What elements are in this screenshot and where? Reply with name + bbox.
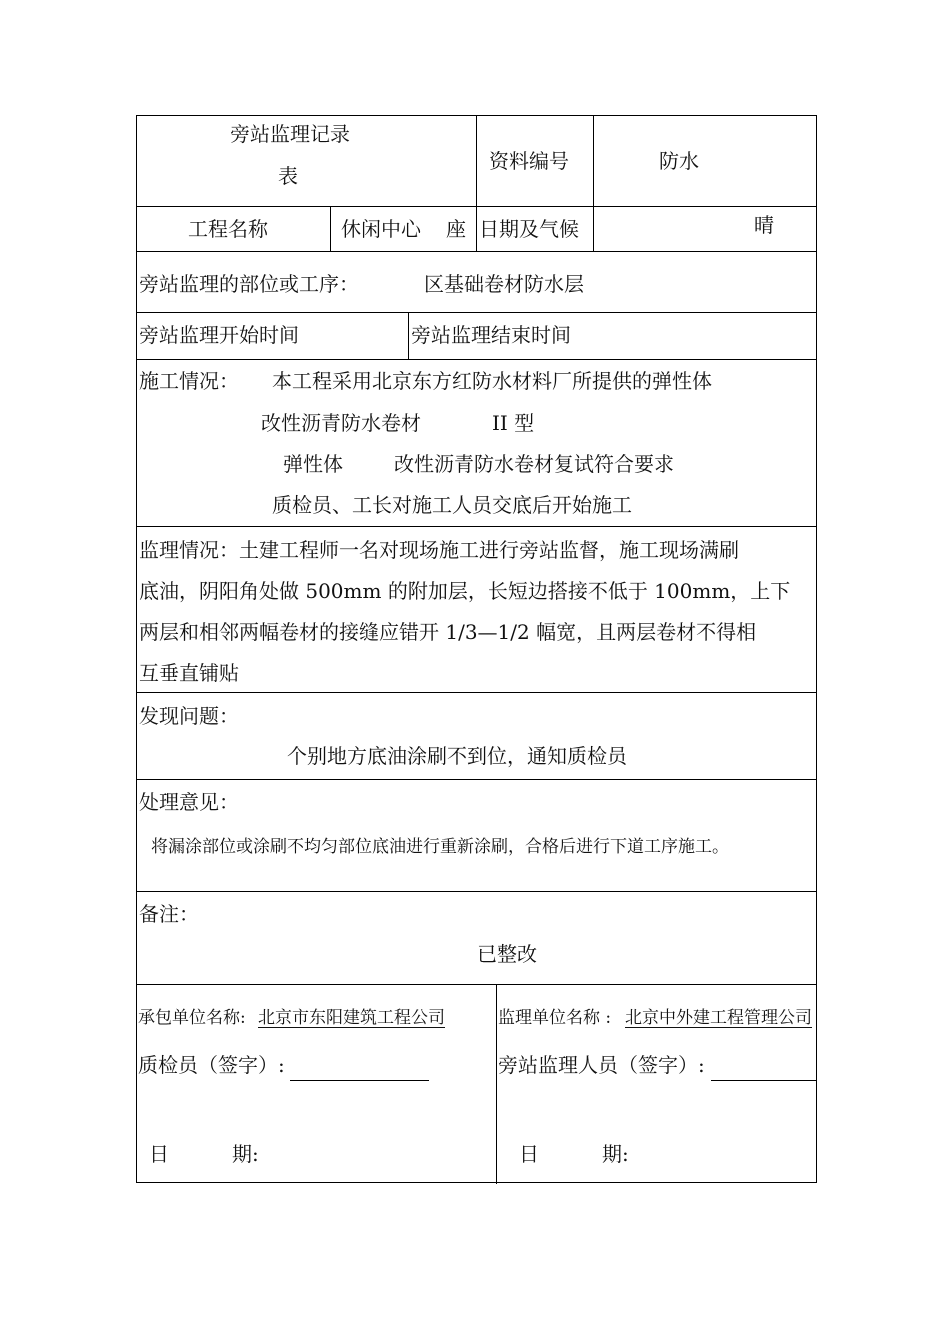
supervision-line: 互垂直铺贴 [139,661,239,685]
remark-label: 备注： [139,902,199,926]
col-divider [496,984,497,1184]
construction-line: 质检员、工长对施工人员交底后开始施工 [272,493,632,517]
col-divider [476,116,477,251]
contractor-date-label: 日 [149,1142,169,1166]
row-divider [137,251,816,252]
contractor-signature-line[interactable] [290,1080,429,1081]
row-divider [137,359,816,360]
supervision-line: 底油，阴阳角处做 500mm 的附加层，长短边搭接不低于 100mm，上下 [139,579,791,603]
weather-value: 晴 [754,213,774,237]
construction-line: 本工程采用北京东方红防水材料厂所提供的弹性体 [272,369,712,393]
date-weather-label: 日期及气候 [479,217,579,241]
opinion-label: 处理意见： [139,790,239,814]
supervisor-date-label: 期: [602,1142,629,1166]
contractor-unit-value: 北京市东阳建筑工程公司 [258,1008,445,1028]
project-seat: 座 [446,217,466,241]
construction-label: 施工情况： [139,369,239,393]
row-divider [137,891,816,892]
row-divider [137,526,816,527]
part-label: 旁站监理的部位或工序： [139,272,359,296]
supervision-record-form [136,115,817,1183]
supervisor-unit-value: 北京中外建工程管理公司 [625,1008,812,1028]
project-name-value: 休闲中心 [341,217,421,241]
row-divider [137,692,816,693]
form-title-suffix: 表 [278,164,298,188]
contractor-date-label: 期: [232,1142,259,1166]
construction-line: 改性沥青防水卷材复试符合要求 [394,452,674,476]
col-divider [408,312,409,359]
construction-line: 改性沥青防水卷材 [261,411,421,435]
row-divider [137,984,816,985]
supervisor-unit-label: 监理单位名称 : [498,1008,612,1028]
supervision-line: 监理情况：土建工程师一名对现场施工进行旁站监督，施工现场满刷 [139,538,739,562]
form-title: 旁站监理记录 [230,122,350,146]
supervisor-signature-line[interactable] [711,1080,817,1081]
supervision-line: 两层和相邻两幅卷材的接缝应错开 1/3—1/2 幅宽，且两层卷材不得相 [139,620,757,644]
contractor-sign-label: 质检员（签字）: [138,1053,285,1077]
supervisor-sign-label: 旁站监理人员（签字）: [498,1053,705,1077]
doc-no-label: 资料编号 [489,149,569,173]
contractor-unit-label: 承包单位名称: [138,1008,246,1028]
col-divider [330,206,331,251]
col-divider [593,116,594,251]
doc-no-value: 防水 [659,149,699,173]
start-time-label: 旁站监理开始时间 [139,323,299,347]
row-divider [137,779,816,780]
problem-label: 发现问题： [139,704,239,728]
supervisor-date-label: 日 [519,1142,539,1166]
construction-line: 弹性体 [283,452,343,476]
row-divider [137,312,816,313]
construction-line: II 型 [492,411,535,435]
part-value: 区基础卷材防水层 [424,272,584,296]
end-time-label: 旁站监理结束时间 [411,323,571,347]
opinion-value: 将漏涂部位或涂刷不均匀部位底油进行重新涂刷，合格后进行下道工序施工。 [151,837,729,857]
project-name-label: 工程名称 [188,217,268,241]
problem-value: 个别地方底油涂刷不到位，通知质检员 [287,744,627,768]
remark-value: 已整改 [477,942,537,966]
